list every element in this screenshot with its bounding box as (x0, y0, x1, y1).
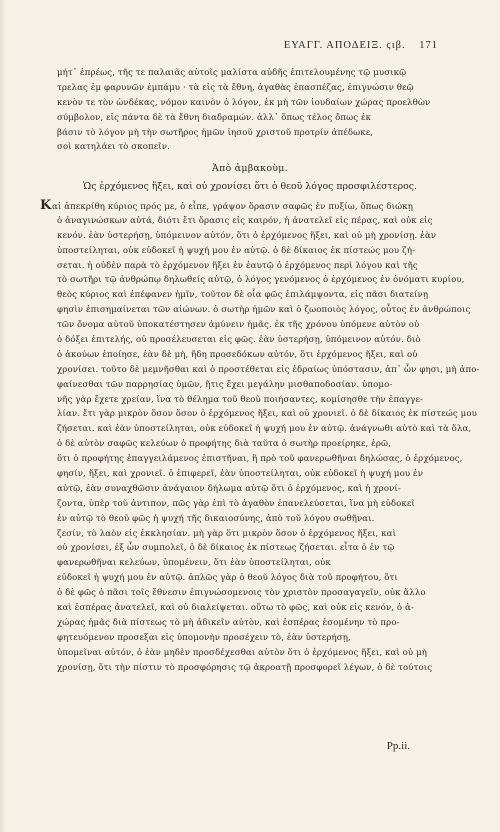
text-line (40, 199, 412, 214)
drop-cap: Κ (40, 198, 52, 213)
running-head (0, 40, 438, 51)
text-line: μήτ᾽ ἐπρέως, τῆς τε παλαιᾶς αὐτοῖς μαλίστα αὐδῆς ἐπιτελουμένης τῷ μυσικῷ (57, 68, 407, 78)
running-head-title: ΕΥΑΓΓ. ΑΠΟΔΕΙΞ. ϛιβ. (283, 40, 406, 51)
text-line: φαίνεσθαι τῶν παρρησίας ὑμῶν, ἥτις ἔχει μεγάλην μισθαποδοσίαν. ὑπομο- (57, 379, 393, 390)
text-line: καὶ ἐσπέρας ἀνατελεῖ, καὶ οὐ διαλείψεται. οὕτω τὸ φῶς, καὶ οὐκ εἰς κενόν, ὁ ἀ- (57, 603, 414, 614)
text-line: τῶν ὄνομα αὐτοῦ ὑποκατέστησεν ἀμύνειν ἡμᾶς. ἐκ τῆς χρόνου ὑπόμενε αὐτὸν οὐ (57, 320, 420, 331)
signature-mark: Pp.ii. (386, 740, 410, 752)
section-sub-heading: Ὡς ἐρχόμενος ἥξει, καὶ οὐ χρονίσει ὅτι ὁ θεοῦ λόγος προσφιλέστερος. (83, 181, 417, 192)
text-line: αὐτῷ, ἐὰν συναχθῶσιν ἀνάγαιον δήλωμα αὐτῷ ὅτι ὁ ἐρχόμενος, καὶ ἡ χρονί- (57, 483, 401, 494)
text-line: χρονίσῃ, ὅτι τὴν πίστιν τὸ προσφόρησις τῷ ἀκροατῇ προσφορεῖ λέγων, ὁ δὲ τούτοις (57, 662, 433, 673)
text-line: κενόν. ἐὰν ὑστερήσῃ, ὑπόμεινον αὐτόν, ὅτι ὁ ἐρχόμενος ἥξει, καὶ οὐ μὴ χρονίσῃ. ἐὰν (57, 230, 437, 241)
commentary-paragraph (40, 198, 480, 676)
text-line: λίαν. ἔτι γὰρ μικρὸν ὅσον ὅσον ὁ ἐρχόμενος ἥξει, καὶ οὐ χρονιεῖ. ὁ δὲ δίκαιος ἐκ πίστεώς μου (57, 409, 477, 420)
text-line: εὐδοκεῖ ἡ ψυχή μου ἐν αὐτῷ. ἁπλῶς γὰρ ὁ θεοῦ λόγος διὰ τοῦ προφήτου, ὅτι (57, 573, 398, 584)
text-line: χώρας ἡμᾶς διὰ πίστεως τὸ μὴ ἀδικεῖν αὐτὸν, καὶ ἐσπέρας ἐσομένην τὸ προ- (57, 617, 400, 628)
text-line: ζεσίν, τὸ λαὸν εἰς ἐκκλησίαν. μὴ γὰρ ὅτι μικρὸν ὅσον ὁ ἐρχόμενος ἥξει, καὶ (57, 528, 397, 539)
page-edge-shadow (0, 0, 6, 832)
text-line: ὁ δὲ φῶς ὁ πᾶσι τοῖς ἔθνεσιν ἐπιγνώσομενοις τὸν χριστὸν προσαγαγεῖν, οὐκ ἄλλο (57, 588, 426, 599)
text-line: ὁ δόξει ἐπιτελής, οὐ προσέλευσεται εἰς φῶς. ἐὰν ὑστερήσῃ, ὑπόμεινον αὐτόν. διὸ (57, 335, 421, 346)
text-line: ὑπομεῖναι αὐτόν, ὁ ἐὰν μηδὲν προσδέχεσθαι αὐτὸν ὅτι ὁ ἐρχόμενος ἥξει, καὶ οὐ μὴ (57, 647, 428, 658)
text-line: ὁ δὲ αὐτὸν σαφῶς κελεύων ὁ προφήτης διὰ ταῦτα ὁ σωτὴρ προείρηκε, ἐρῶ, (57, 439, 391, 450)
text-line: ὁ ἀναγινώσκων αὐτά, διότι ἔτι ὅρασις εἰς καιρόν, ἡ ἀνατελεῖ εἰς πέρας, καὶ οὐκ εἰς (57, 215, 433, 226)
text-line: ὅτι ὁ προφήτης ἐπαγγειλάμενος ἐπιστῆναι, ἢ πρὸ τοῦ φανερωθῆναι δηλώσας, ὁ ἐρχόμενος, (57, 454, 463, 465)
text-line: τὸ σωτῆρι τῷ ἀνθρώπῳ δηλωθείς αὐτῷ, ὁ λόγος γενόμενος ὁ ἐρχόμενος ἐν ὀνόματι κυρίου, (57, 275, 465, 286)
text-line: ὑποστείληται, οὐκ εὐδοκεῖ ἡ ψυχή μου ἐν αὐτῷ. ὁ δὲ δίκαιος ἐκ πίστεώς μου ζή- (57, 245, 416, 256)
text-line: ζήσεται. καὶ ἐὰν ὑποστείληται, οὐκ εὐδοκεῖ ἡ ψυχή μου ἐν αὐτῷ. ἀνάγνωθι αὐτὸ καὶ τὰ ὅλα, (57, 424, 472, 435)
text-line: χρονίσει. τοῦτο δὲ μεμνῆσθαι καὶ ὁ προστέθεται εἰς ἑδραίως ὑπόστασιν, ἀπ᾽ ὧν φησι, μὴ ἀπο- (57, 364, 480, 375)
text-line: νῆς γὰρ ἔχετε χρείαν, ἵνα τὸ θέλημα τοῦ θεοῦ ποιήσαντες, κομίσησθε τὴν ἐπαγγε- (57, 394, 423, 405)
text-line: οὐ χρονίσει, ἐξ ὧν συμπολεῖ, ὁ δὲ δίκαιος ἐκ πίστεως ζήσεται. εἶτα ὁ ἐν τῷ (57, 543, 395, 554)
first-line-text: αἰ ἀπεκρίθη κύριος πρός με, ὁ εἶπε, γράψον ὅρασιν σαφῶς ἐν πυξίω, ὅπως διώκῃ (52, 202, 413, 212)
continuation-paragraph (57, 66, 431, 155)
text-line: βάσιν τὸ λόγον μὴ τὴν σωτῆρος ἡμῶν ἰησοῦ χριστοῦ προτρίν ἀπέδωκε, (57, 127, 374, 138)
text-line: φητευόμενον προσεξαι εἰς ὑπομονὴν προσέχειν τὸ, ἐὰν ὑστερήσῃ, (57, 632, 351, 643)
text-line: ὁ ἀκούων ἐποίησε, ἐὰν δὲ μὴ, ἤδη προσεδόκων αὐτόν, ὅτι ἐρχόμενος ἥξει, καὶ οὐ (57, 349, 418, 360)
text-line: ἐν αὐτῷ τὸ θεοῦ φῶς ἡ ψυχή τῆς δικαιοσύνης, ἀπὸ τοῦ λόγου σωθῆναι. (57, 513, 375, 524)
text-line: θεὸς κύριος καὶ ἐπέφανεν ἡμῖν, τοῦτον δὲ οἷα φῶς ἐπιλάμψοντα, εἰς πᾶσι διατείνῃ (57, 290, 429, 301)
text-line: φανερωθῆναι κελεύων, ὑπομένειν, ὅτι ἐὰν ὑποστείληται, οὐκ (57, 558, 331, 569)
text-line: σοὶ κατηλάει τὸ σκοπεῖν. (57, 142, 170, 153)
text-line: φησίν, ἥξει, καὶ χρονιεῖ. ὁ ἐπιφερεῖ, ἐὰν ὑποστείληται, οὐκ εὐδοκεῖ ἡ ψυχή μου ἐν (57, 469, 424, 480)
text-line: σύμβολον, εἰς πάντα δὲ τὰ ἔθνη διαδραμών. ἀλλ᾽ ὅπως τέλος ὄπως ἐκ (57, 112, 372, 123)
text-line: σεται. ἡ οὐδὲν παρὰ τὸ ἐρχόμενον ἥξει ἐν ἑαυτῷ ὁ ἐρχόμενος περὶ λόγου καὶ τῆς (57, 260, 418, 271)
section-heading: Ἀπὸ ἀμβακοὺμ. (212, 163, 288, 174)
page-number: 171 (419, 40, 438, 51)
text-line: ζοντα, ὑπὲρ τοῦ ἀντιπον, πῶς γὰρ ἐπὶ τὸ ἀγαθὸν ἐπανελεύσεται, ἵνα μὴ εὐδοκεῖ (57, 498, 415, 509)
text-line: κενὸν τε τὸν ὠνδέκας, νόμον καινὸν ὁ λόγον, ἐκ μὴ τῶν ἰουδαίων χώρας προελθὼν (57, 97, 431, 108)
text-line: φησὶν ἐπισημαίνεται τῶν αἰώνων. ὁ σωτὴρ ἡμῶν καὶ ὁ ζωοποιὸς λόγος, οὗτος ἐν ἀνθρώποις (57, 305, 471, 316)
text-line: τρελας ἐμ φαρυνῶν ἐμπάμυ · τὰ εἰς τὰ ἔθνη, ἀγαθὰς ἐπασπέζας, ἐπιγνώσιν θεῷ (57, 82, 414, 93)
